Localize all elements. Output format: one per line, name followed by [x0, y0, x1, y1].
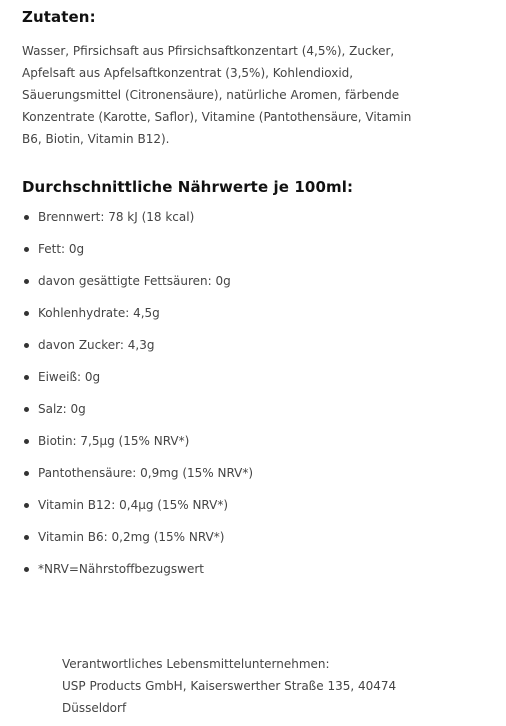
nutrient-label: Brennwert: 78 kJ (18 kcal): [38, 210, 195, 224]
footer-city: Düsseldorf: [62, 701, 127, 715]
bullet-icon: [24, 471, 29, 476]
list-item: [0, 270, 506, 302]
bullet-icon: [24, 375, 29, 380]
nutrient-label: Eiweiß: 0g: [38, 370, 101, 384]
footer-label: Verantwortliches Lebensmittelunternehmen:: [62, 657, 330, 671]
ingredients-text: Wasser, Pfirsichsaft aus Pfirsichsaftkonzentart (4,5%), Zucker, Apfelsaft aus Apfelsaftkonzentrat (3,5%), Kohlendioxid, Säuerungsmittel (Citronensäure), natürliche Aromen, färbende Konzentrate (Karotte, Saflor), Vitamine (Pantothensäure, Vitamin B6, Biotin, Vitamin B12).: [22, 44, 412, 146]
nutrient-label: Kohlenhydrate: 4,5g: [38, 306, 160, 320]
bullet-icon: [24, 343, 29, 348]
nutrient-label: Fett: 0g: [38, 242, 85, 256]
list-item: [0, 366, 506, 398]
list-item: [0, 462, 506, 494]
list-item: [0, 302, 506, 334]
list-item: [0, 558, 506, 590]
nutrient-label: Vitamin B12: 0,4µg (15% NRV*): [38, 498, 229, 512]
list-item: [0, 430, 506, 462]
nutrient-label: Salz: 0g: [38, 402, 86, 416]
nutrient-label: *NRV=Nährstoffbezugswert: [38, 562, 204, 576]
nutrient-label: Vitamin B6: 0,2mg (15% NRV*): [38, 530, 225, 544]
bullet-icon: [24, 407, 29, 412]
ingredients-heading: Zutaten:: [22, 8, 96, 26]
list-item: [0, 334, 506, 366]
footer-address: USP Products GmbH, Kaiserswerther Straße 135, 40474: [62, 679, 397, 693]
list-item: [0, 526, 506, 558]
list-item: [0, 238, 506, 270]
responsible-company-info: [62, 653, 462, 719]
nutrient-label: Pantothensäure: 0,9mg (15% NRV*): [38, 466, 254, 480]
bullet-icon: [24, 535, 29, 540]
nutrient-label: davon Zucker: 4,3g: [38, 338, 155, 352]
list-item: [0, 494, 506, 526]
bullet-icon: [24, 567, 29, 572]
list-item: [0, 206, 506, 238]
bullet-icon: [24, 247, 29, 252]
list-item: [0, 398, 506, 430]
bullet-icon: [24, 311, 29, 316]
bullet-icon: [24, 439, 29, 444]
nutrient-label: Biotin: 7,5µg (15% NRV*): [38, 434, 190, 448]
nutrition-heading: Durchschnittliche Nährwerte je 100ml:: [22, 178, 354, 196]
bullet-icon: [24, 503, 29, 508]
bullet-icon: [24, 279, 29, 284]
bullet-icon: [24, 215, 29, 220]
nutrient-label: davon gesättigte Fettsäuren: 0g: [38, 274, 231, 288]
nutrition-list: [0, 206, 506, 590]
